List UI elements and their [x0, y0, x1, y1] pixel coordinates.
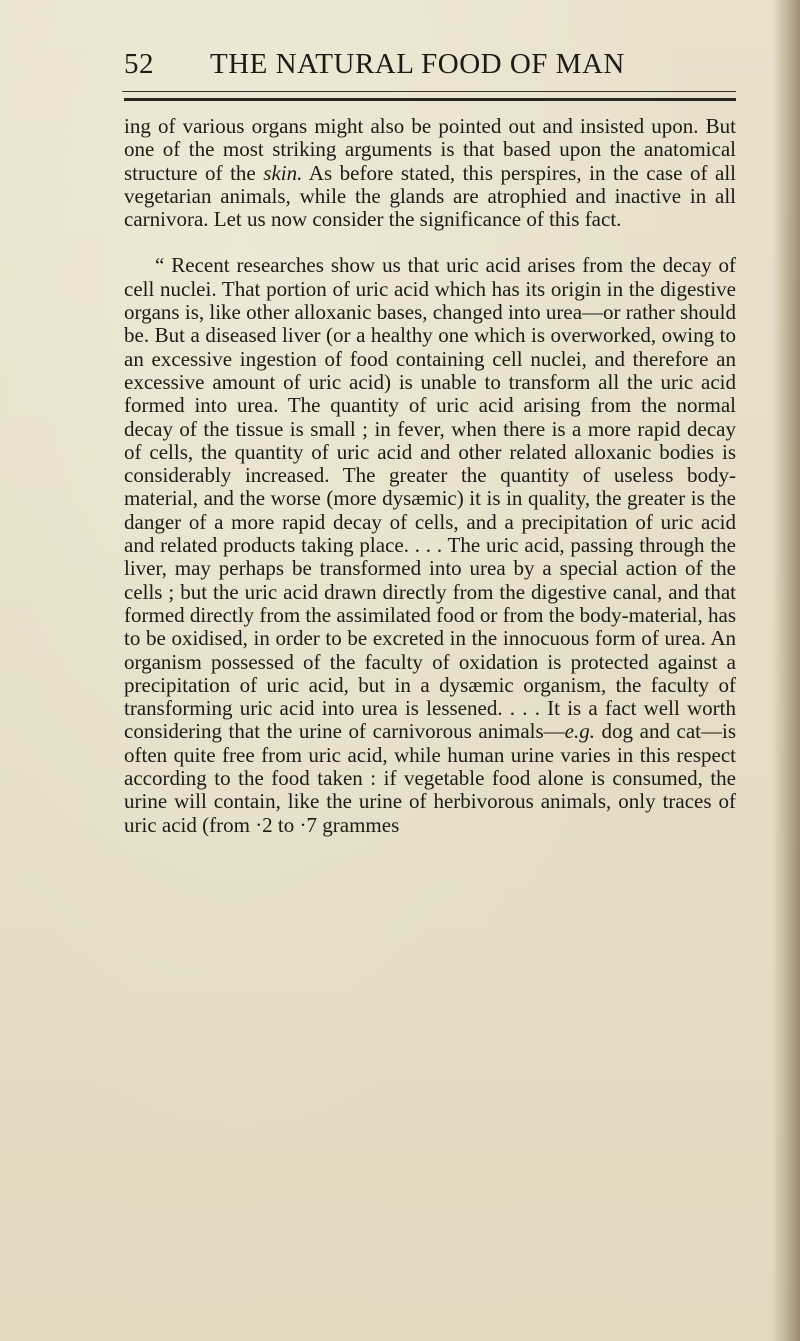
paragraph-2-quotation — [124, 254, 736, 836]
running-title: THE NATURAL FOOD OF MAN — [210, 48, 625, 80]
running-head — [124, 48, 736, 88]
body-text — [124, 115, 736, 837]
paragraph-2-emphasis: e.g. — [564, 719, 595, 744]
header-rule-thin — [122, 91, 736, 92]
paragraph-2-text-a: “ Recent researches show us that uric acid arises from the decay of cell nuclei. That portion of uric acid which has its origin in the digestive organs is, like other alloxanic bases, changed into urea—or rather should be. But a diseased liver (or a healthy one which is overworked, owing to an excessive ingestion of food containing cell nuclei, and therefore an excessive amount of uric acid) is unable to transform all the uric acid formed into urea. The quantity of uric acid arising from the normal decay of the tissue is small ; in fever, when there is a more rapid decay of cells, the quantity of uric acid and other related alloxanic bodies is considerably increased. The greater the quantity of useless body-material, and the worse (more dysæmic) it is in quality, the greater is the danger of a more rapid decay of cells, and a precipitation of uric acid and related products taking place. . . . The uric acid, passing through the liver, may perhaps be transformed into urea by a special action of the cells ; but the uric acid drawn directly from the digestive canal, and that formed directly from the assimilated food or from the body-material, has to be oxidised, in order to be excreted in the innocuous form of urea. An organism possessed of the faculty of oxidation is protected against a precipitation of uric acid, but in a dysæmic organism, the faculty of transforming uric acid into urea is lessened. . . . It is a fact well worth considering that the urine of carnivorous animals— — [124, 253, 736, 744]
page-edge-shadow — [772, 0, 800, 1341]
page-number: 52 — [124, 48, 154, 80]
paragraph-1 — [124, 115, 736, 231]
paragraph-1-emphasis: skin. — [263, 160, 303, 185]
paragraph-1-text-b: As before stated, this perspires, in the case of all vegetarian animals, while the glands are atrophied and inactive in all carnivora. Let us now consider the significance of this fact. — [124, 160, 736, 232]
paragraph-1-text-a: ing of various organs might also be pointed out and insisted upon. But one of the most striking arguments is that based upon the anatomical structure of the — [124, 114, 736, 185]
header-rule-thick — [124, 98, 736, 101]
paragraph-2-text-b: dog and cat—is often quite free from uric acid, while human urine varies in this respect according to the food taken : if vegetable food alone is consumed, the urine will contain, like the urine of herbivorous animals, only traces of uric acid (from ·2 to ·7 grammes — [124, 719, 737, 837]
